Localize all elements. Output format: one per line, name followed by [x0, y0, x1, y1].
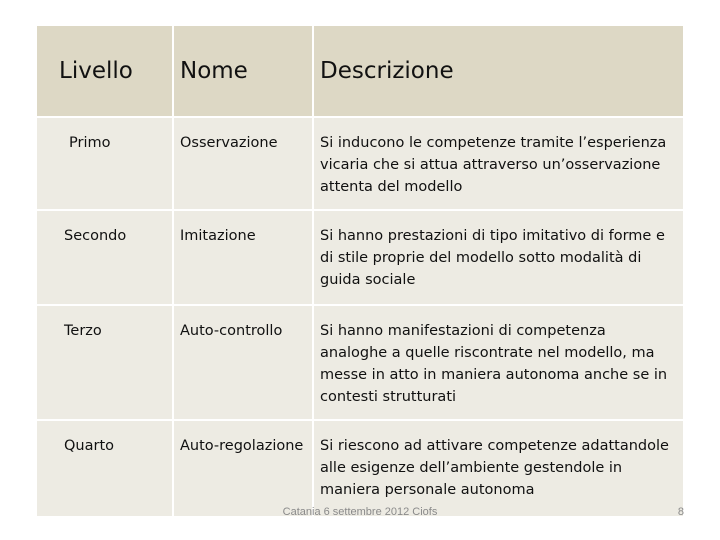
cell-descrizione: Si inducono le competenze tramite l’esperienza vicaria che si attua attraverso un’osservazione attenta del modello: [313, 117, 683, 210]
cell-nome: Auto-controllo: [173, 305, 313, 420]
cell-livello: Quarto: [37, 420, 173, 517]
header-descrizione: Descrizione: [313, 26, 683, 117]
cell-livello: Primo: [37, 117, 173, 210]
cell-descrizione: Si hanno prestazioni di tipo imitativo di forme e di stile proprie del modello sotto modalità di guida sociale: [313, 210, 683, 305]
cell-livello: Secondo: [37, 210, 173, 305]
header-nome: Nome: [173, 26, 313, 117]
page-number: 8: [677, 506, 684, 518]
cell-nome: Imitazione: [173, 210, 313, 305]
cell-nome: Auto-regolazione: [173, 420, 313, 517]
header-livello: Livello: [37, 26, 173, 117]
cell-descrizione: Si hanno manifestazioni di competenza analoghe a quelle riscontrate nel modello, ma messe in atto in maniera autonoma anche se in contesti strutturati: [313, 305, 683, 420]
table-row: [37, 210, 683, 305]
slide-footer: Catania 6 settembre 2012 Ciofs: [282, 506, 438, 518]
cell-descrizione: Si riescono ad attivare competenze adattandole alle esigenze dell’ambiente gestendole in maniera personale autonoma: [313, 420, 683, 517]
table-row: [37, 305, 683, 420]
table-row: [37, 420, 683, 517]
cell-livello: Terzo: [37, 305, 173, 420]
table-header-row: [37, 26, 683, 117]
table-row: [37, 117, 683, 210]
levels-table: [37, 26, 683, 518]
cell-nome: Osservazione: [173, 117, 313, 210]
